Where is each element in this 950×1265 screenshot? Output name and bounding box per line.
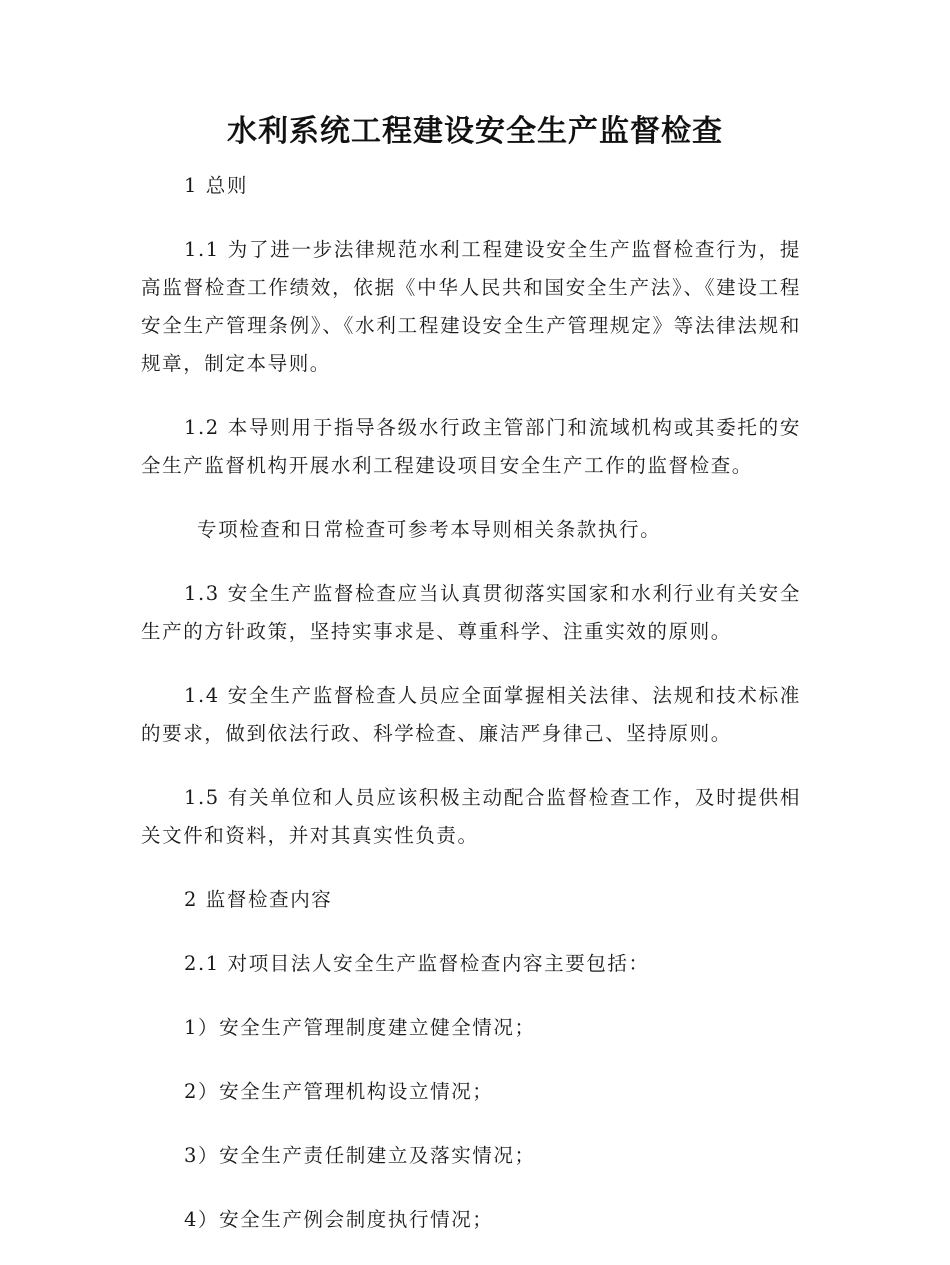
document-body: [141, 167, 801, 1265]
section-heading-general: 1 总则: [184, 174, 249, 197]
section-heading-supervision-content: 2 监督检查内容: [184, 888, 333, 911]
paragraph-1-2-note: 专项检查和日常检查可参考本导则相关条款执行。: [197, 518, 662, 541]
paragraph-1-2: 1.2 本导则用于指导各级水行政主管部门和流域机构或其委托的安全生产监督机构开展水利工程建设项目安全生产工作的监督检查。: [141, 416, 801, 477]
list-item-4: 4）安全生产例会制度执行情况；: [184, 1208, 494, 1231]
document-title: 水利系统工程建设安全生产监督检查: [227, 114, 723, 149]
list-item-3: 3）安全生产责任制建立及落实情况；: [184, 1144, 536, 1167]
paragraph-1-4: 1.4 安全生产监督检查人员应全面掌握相关法律、法规和技术标准的要求，做到依法行政、科学检查、廉洁严身律己、坚持原则。: [141, 684, 801, 745]
paragraph-1-1: 1.1 为了进一步法律规范水利工程建设安全生产监督检查行为，提高监督检查工作绩效，依据《中华人民共和国安全生产法》、《建设工程安全生产管理条例》、《水利工程建设安全生产管理规定》等法律法规和规章，制定本导则。: [141, 238, 801, 375]
paragraph-1-5: 1.5 有关单位和人员应该积极主动配合监督检查工作，及时提供相关文件和资料，并对其真实性负责。: [141, 786, 801, 847]
paragraph-2-1: 2.1 对项目法人安全生产监督检查内容主要包括：: [184, 952, 650, 975]
list-item-1: 1）安全生产管理制度建立健全情况；: [184, 1016, 536, 1039]
list-item-2: 2）安全生产管理机构设立情况；: [184, 1080, 494, 1103]
paragraph-1-3: 1.3 安全生产监督检查应当认真贯彻落实国家和水利行业有关安全生产的方针政策，坚持实事求是、尊重科学、注重实效的原则。: [141, 582, 801, 643]
